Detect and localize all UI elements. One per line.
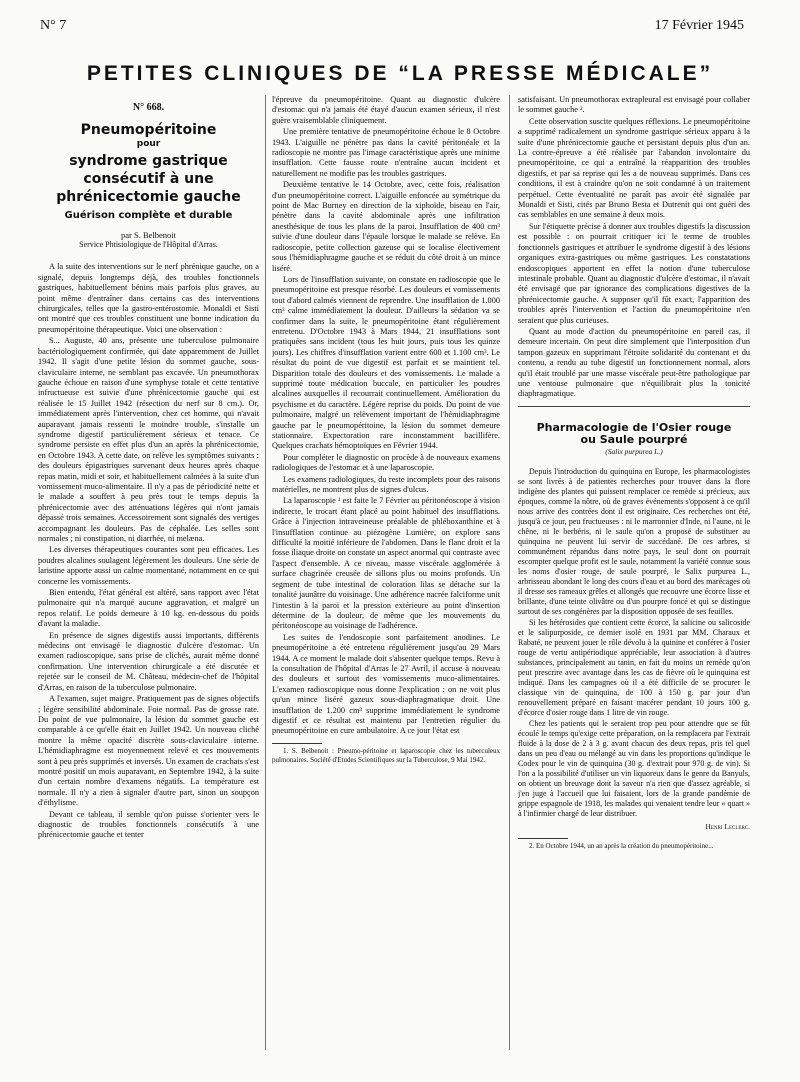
journal-masthead: PETITES CLINIQUES DE “LA PRESSE MÉDICALE” [86, 62, 714, 85]
paragraph: Lors de l'insufflation suivante, on constate en radioscopie que le pneumopéritoine est presque résorbé. Les douleurs et vomissements tout d'abord calmés viennent de reprendre. Une insufflation de 1.000 cm³ calme immédiatement la douleur. D'ailleurs la sédation va se confirmer dans la suite, le pneumopéritoine étant régulièrement entretenu. D'Octobre 1943 à Mars 1944, 21 insufflations sont pratiquées sans incident (tous les huit jours, puis tous les quinze jours). Les chiffres d'insufflation varient entre 600 et 1.100 cm³. Le résultat du point de vue digestif est parfait et se maintient tel. Disparition totale des douleurs et des vomissements. Le malade a supprimé toute médication buccale, en particulier les poudres alcalines auxquelles il recourrait continuellement. Amélioration du psychisme et du caractère. Légère reprise du poids. Du point de vue pulmonaire, malgré un relèvement important de l'hémidiaphragme gauche par le pneumopéritoine, la lésion du sommet demeure stationnaire. Expectoration rare inconstamment bacillifère. Quelques crachats hémoptoïques en Février 1944. [272, 274, 500, 451]
paragraph: satisfaisant. Un pneumothorax extrapleural est envisagé pour collaber le sommet gauche ². [518, 95, 750, 115]
footnote-rule [518, 838, 568, 839]
article-subtitle: Guérison complète et durable [64, 210, 233, 222]
paragraph: S... Auguste, 40 ans, présente une tuberculose pulmonaire bactériologiquement confirmée, qui date apparemment de Juillet 1942. Il s'agit d'une petite lésion du sommet gauche, sous-claviculaire interne, ne semblant pas excavée. Un pneumothorax gauche échoue en raison d'une symphyse totale et cette tentative infructueuse est suivie d'une phrénicectomie gauche qui est réalisée le 15 Juillet 1942 (résection du nerf sur 8 cm.). Or, immédiatement après l'intervention, chez cet homme, qui n'avait auparavant jamais ressenti le moindre trouble, s'installe un syndrome digestif particulièrement sérieux et tenace. Ce syndrome persiste en effet plus d'un an après la phrénicectomie, en Octobre 1943. A cette date, on relève les symptômes suivants : des douleurs épigastriques survenant deux heures après chaque repas matin, midi et soir, et habituellement calmées à la suite d'un vomissement muco-alimentaire. Il n'y a pas de périodicité nette et le malade a souffert à peu près tout le temps depuis la phrénicectomie avec des atténuations légères qui n'ont jamais dépassé trois semaines. Accessoirement sont signalés des vertiges accompagnant les douleurs. Pas de céphalée. Les selles sont normales ; ni constipation, ni diarrhée, ni melæna. [38, 336, 259, 543]
article-title: Pneumopéritoine [80, 122, 217, 139]
article-title-2: syndrome gastrique consécutif à une phrénicectomie gauche [56, 153, 241, 206]
paragraph: Quant au mode d'action du pneumopéritoine en pareil cas, il demeure incertain. On peut dire simplement que l'interposition d'un tampon gazeux en supprimant l'étroite solidarité du contenant et du contenu, a rendu au tube digestif un fonctionnement normal, alors qu'il était troublé par une masse viscérale peut-être pathologique par une ventouse pulmonaire que n'équilibrait plus la tonicité diaphragmatique. [518, 326, 750, 399]
pharma-title: Pharmacologie de l'Osier rouge [536, 420, 732, 434]
pharmacology-section [518, 420, 750, 832]
paragraph: Les diverses thérapeutiques courantes sont peu efficaces. Les poudres alcalines soulagent légèrement les douleurs. Une série de laristine apporte aussi un calme momentané, notamment en ce qui concerne les vomissements. [38, 545, 259, 586]
paragraph: Cette observation suscite quelques réflexions. Le pneumopéritoine a supprimé radicalement un syndrome gastrique sérieux apparu à la suite d'une phrénicectomie gauche et persistant depuis plus d'un an. La contre-épreuve a été réalisée par l'abandon involontaire du pneumopéritoine, ce qui a entraîné la réapparition des troubles digestifs, et par sa reprise qui les a de nouveau supprimés. Dans ces conditions, il est à craindre qu'on ne soit condamné à un traitement perpétuel. Cette éventualité ne paraît pas avoir été signalée par Monaldi et Sisti, cités par Bruno Besta et Dutrenit qui ont guéri des cas semblables en une semaine à deux mois. [518, 116, 750, 220]
column-2 [272, 95, 500, 1039]
column-rule [509, 95, 510, 1050]
paragraph: Bien entendu, l'état général est altéré, sans rapport avec l'état pulmonaire qui n'a marqué aucune aggravation, et malgré un repos relatif. Le poids demeure à 10 kg. en-dessous du poids d'avant la maladie. [38, 588, 259, 629]
footnote: 2. En Octobre 1944, un an après la création du pneumopéritoine... [529, 841, 714, 850]
article-byline: par S. Belbenoit [120, 229, 176, 240]
section-divider [518, 406, 750, 407]
paragraph: A la suite des interventions sur le nerf phrénique gauche, on a signalé, depuis longtemps déjà, des troubles fonctionnels gastriques, habituellement bénins mais parfois plus graves, au point même d'entraîner dans certains cas des interventions chirurgicales, telles que la gastro-entérostomie. Monaldi et Sisti ont montré que ces troubles constituent une bonne indication du pneumopéritoine thérapeutique. Voici une observation : [38, 262, 259, 334]
paragraph: Pour compléter le diagnostic on procède à de nouveaux examens radiologiques de l'estomac et à une laparoscopie. [272, 452, 500, 473]
article-title-pour: pour [136, 138, 161, 149]
pharma-title-2: ou Saule pourpré [580, 432, 688, 446]
pharma-latin-name: (Salix purpurea L.) [605, 446, 663, 456]
paragraph: l'épreuve du pneumopéritoine. Quant au diagnostic d'ulcère d'estomac qui n'a jamais été étayé d'aucun examen sérieux, il n'est guère vraisemblable cliniquement. [272, 95, 500, 125]
issue-date: 17 Février 1945 [654, 18, 744, 33]
paragraph: Depuis l'introduction du quinquina en Europe, les pharmacologistes se sont livrés à de patientes recherches pour trouver dans la flore indigène des plantes qui puissent remplacer ce remède si précieux, aux époques, comme la nôtre, où de graves événements s'opposent à ce qu'il nous arrive des contrées dont il est originaire. Ces recherches ont été, jusqu'à ce jour, peu fructueuses : ni le marronnier d'Inde, ni l'aune, ni le chêne, ni le berbéris, ni le saule qu'on a proposé de substituer au quinquina ne peuvent lui servir de succédané. De ces arbres, si communément répandus dans notre pays, le seul dont on pourrait escompter quelque profit est le saule, notamment la variété connue sous les noms d'osier rouge, de saule pourpré, le Salix purpurea L., arbrisseau abondant le long des cours d'eau et au bord des marécages où il dresse ses rameaux grêles et allongés que recouvre une écorce lisse et brillante, d'une teinte olivâtre ou d'un pourpre foncé et qui se distingue surtout de ses congénères par la disposition opposée de ses feuilles. [518, 466, 750, 616]
column-3 [518, 95, 750, 1065]
paragraph: A l'examen, sujet maigre. Pratiquement pas de signes objectifs ; légère sensibilité abdominale. Foie normal. Pas de grosse rate. Du point de vue pulmonaire, la lésion du sommet gauche est comparable à ce qu'elle était en Juillet 1942. Un nouveau cliché montre la même opacité discrète sous-claviculaire interne. L'hémidiaphragme est moyennement relevé et ces mouvements sont à peu près supprimés et inversés. Un examen de crachats s'est montré positif un mois auparavant, en Septembre 1942, à la suite d'un certain nombre d'examens négatifs. La température est normale. Il n'y a rien à signaler d'autre part, sinon un soupçon d'éthylisme. [38, 694, 259, 808]
paragraph: En présence de signes digestifs aussi importants, différents médecins ont envisagé le diagnostic d'ulcère d'estomac. Un examen radioscopique, sans prise de clichés, aurait même donné confirmation. Une intervention chirurgicale a été discutée et rejetée sur le conseil de M. Château, médecin-chef de l'hôpital d'Arras, en raison de la tuberculose pulmonaire. [38, 630, 259, 692]
paragraph: Deuxième tentative le 14 Octobre, avec, cette fois, réalisation d'un pneumopéritoine correct. L'aiguille enfoncée au symétrique du point de Mac Burney en direction de la xiphoïde, biseau en l'air, pénètre dans la cavité abdominale après une infiltration anesthésique de tous les plans de la paroi. Insufflation de 400 cm³ suivie d'une douleur dans l'épaule lorsque le malade se relève. En radioscopie, petite collection gazeuse qui se localise électivement sous l'hémidiaphragme gauche et se réduit du côté droit à un mince liséré. [272, 180, 500, 273]
paragraph: Une première tentative de pneumopéritoine échoue le 8 Octobre 1943. L'aiguille ne pénètre pas dans la cavité péritonéale et la radioscopie ne montre pas l'image caractéristique après une minime insufflation. Cette fausse route n'entraîne aucun incident et naturellement ne modifie pas les troubles gastriques. [272, 127, 500, 178]
col1-body [38, 262, 259, 840]
issue-number: N° 7 [40, 18, 67, 33]
footnote: 1. S. Belbenoit : Pneumo-péritoine et laparoscopie chez les tuberculeux pulmonaires. Société d'Etudes Scientifiques sur la Tuberculose, 9 Mai 1942. [272, 746, 500, 764]
paragraph: Les suites de l'endoscopie sont parfaitement anodines. Le pneumopéritoine a été entretenu régulièrement jusqu'au 29 Mars 1944. A ce moment le malade doit s'absenter quelque temps. Revu à la consultation de l'hôpital d'Arras le 27 Avril, il accuse à nouveau des douleurs et surtout des vomissements muco-alimentaires. L'examen radioscopique nous donne l'explication : on ne voit plus qu'un mince liséré gazeux sous-diaphragmatique droit. Une insufflation de 1.200 cm³ supprime immédiatement le syndrome digestif et ce résultat est maintenu par l'entretien régulier du pneumopéritoine en cure ambulatoire. A ce jour l'état est [272, 632, 500, 736]
article-number: N° 668. [132, 102, 165, 113]
footnote-rule [272, 743, 322, 744]
column-rule [265, 95, 266, 1050]
pharma-author: Henri Leclerc. [705, 821, 750, 831]
paragraph: Sur l'étiquette précise à donner aux troubles digestifs la discussion est possible : on pourrait critiquer ici le terme de troubles fonctionnels gastriques et attribuer le syndrome digestif à des lésions organiques extra-gastriques ou même gastriques. Les constatations endoscopiques apportent en effet la notion d'une tuberculose intestinale probable. Quant au diagnostic d'ulcère d'estomac, il n'avait été envisagé que par ignorance des complications digestives de la phrénicectomie gauche. A supposer qu'il fût exact, l'apparition des troubles après l'intervention et l'action du pneumopéritoine n'en seraient que plus curieuses. [518, 221, 750, 325]
paragraph: Chez les patients qui le seraient trop peu pour attendre que se fût écoulé le temps qu'exige cette préparation, on la remplacera par l'extrait fluide à la dose de 2 à 3 g. avant chacun des deux repas, pris tel quel dans un peu d'eau ou mélangé au vin dans les proportions qu'indique le Codex pour le vin de quinquina (30 g. d'extrait pour 970 g. de vin). Si l'on a la possibilité d'utiliser un vin liquoreux dans le genre du Banyuls, on obtient un breuvage dont la saveur n'a rien que d'assez agréable, si j'en juge à l'accueil que lui faisaient, lors de la grande pandémie de grippe espagnole de 1918, les malades qui venaient tendre leur « quart » à l'infirmier chargé de leur distribuer. [518, 718, 750, 818]
column-1 [38, 95, 259, 1053]
paragraph: La laparoscopie ¹ est faite le 7 Février au péritonéoscope à vision indirecte, le trocart étant placé au point habituel des insufflations. Grâce à l'injection intraveineuse préalable de phléboxanthine et à l'insufflation continue au piézogène Lumière, on explore sans difficulté la moitié inférieure de l'abdomen. Dans le flanc droit et la fosse iliaque droite on constate un aspect anormal qui contraste avec l'aspect d'ensemble. A ce niveau, masse viscérale agglomérée à surface chagrinée creusée de sillons plus ou moins profonds. Un segment de tube intestinal de coloration lilas se détache sur la tonalité jaunâtre du voisinage. Une adhérence nacrée falciforme unit l'intestin à la paroi et la pression extérieure au point d'insertion détermine de la douleur, de même que les mouvements du péritonéoscope au voisinage de l'adhérence. [272, 496, 500, 631]
article-service: Service Phtisiologique de l'Hôpital d'Arras. [79, 240, 218, 250]
paragraph: Si les hétérosides que contient cette écorce, la salicine ou salicoside et le salipurposide, ce dernier isolé en 1931 par MM. Charaux et Rabaté, ne peuvent jouer le rôle dévolu à la quinine et conférer à l'osier rouge de vertu antipériodique appréciable, leur association à d'autres substances, principalement au tanin, en fait du moins un remède qu'on peut prescrire avec avantage dans les cas de fièvre où le quinquina est indiqué. Dans les campagnes où il a été difficile de se procurer le classique vin de quinquina, de 100 à 150 g. par jour d'un renouvellement préparé en faisant macérer pendant 10 jours 100 g. d'écorce d'osier rouge dans 1 litre de vin rouge. [518, 617, 750, 717]
paragraph: Les examens radiologiques, du reste incomplets pour des raisons matérielles, ne montrent plus de signes d'ulcus. [272, 474, 500, 495]
paragraph: Devant ce tableau, il semble qu'on puisse s'orienter vers le diagnostic de troubles fonctionnels consécutifs à une phrénicectomie gauche et tenter [38, 809, 259, 840]
